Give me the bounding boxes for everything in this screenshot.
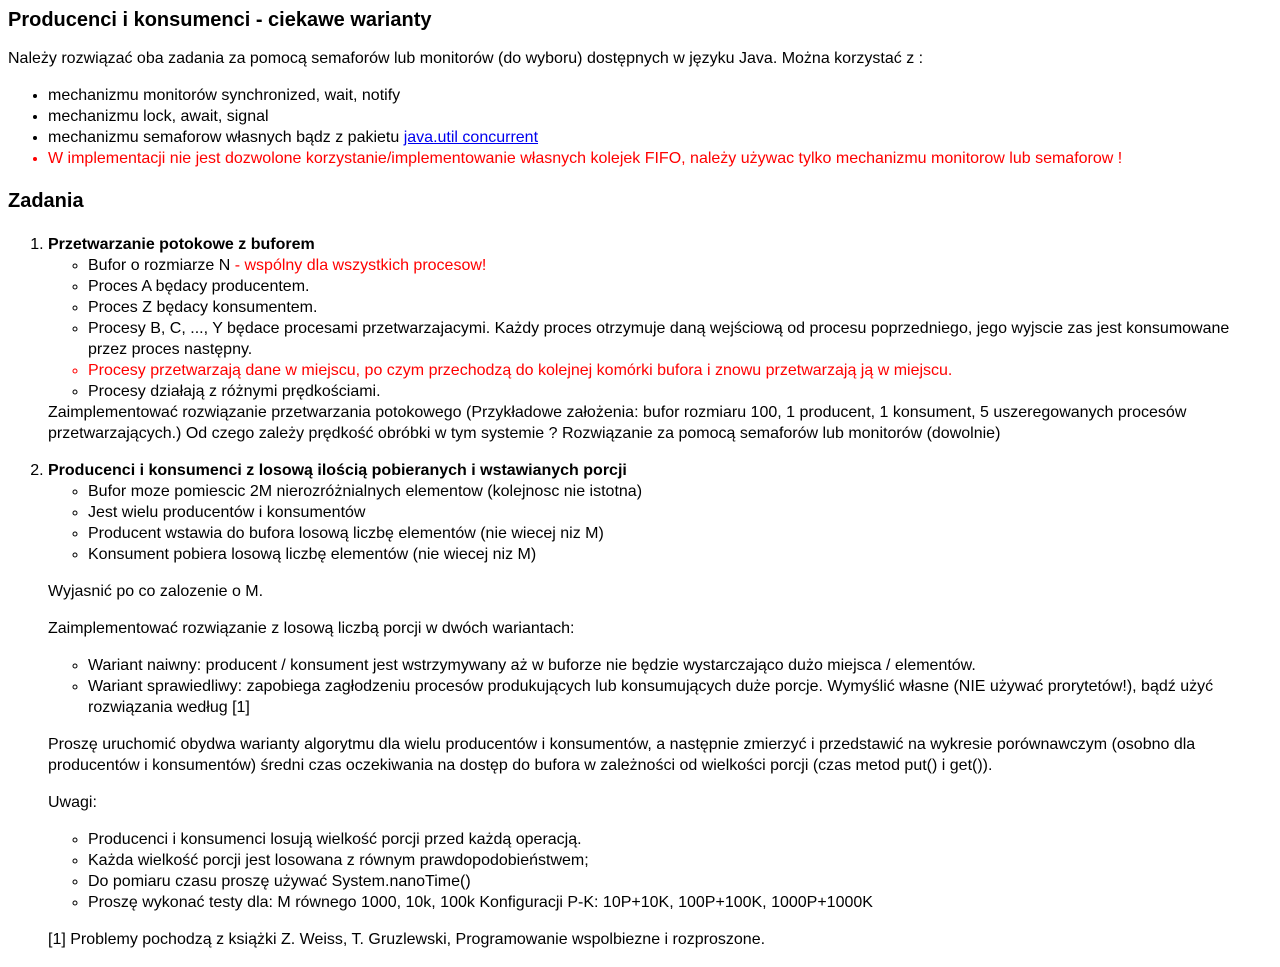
list-item: ◦ Wariant sprawiedliwy: zapobiega zagłodzeniu procesów produkujących lub konsumujących duże porcje. Wymyślić własne (NIE używać prorytetów!), bądź użyć rozwiązania według [1] bbox=[88, 676, 1272, 718]
list-item: ◦ Producenci i konsumenci losują wielkość porcji przed każdą operacją. bbox=[88, 829, 1272, 850]
list-item: ◦ Proces A będacy producentem. bbox=[88, 276, 1272, 297]
notes-label: Uwagi: bbox=[48, 794, 97, 811]
task-2 bbox=[48, 460, 1272, 950]
task-1-title: Przetwarzanie potokowe z buforem bbox=[48, 236, 315, 253]
list-item: ◦ Do pomiaru czasu proszę używać System.nanoTime() bbox=[88, 871, 1272, 892]
list-item: ◦ Procesy B, C, ..., Y będace procesami przetwarzajacymi. Każdy proces otrzymuje daną wejściową od procesu poprzedniego, jego wyjscie zas jest konsumowane przez proces następny. bbox=[88, 318, 1272, 360]
intro-list bbox=[8, 85, 1272, 169]
list-item: • mechanizmu monitorów synchronized, wait, notify bbox=[48, 85, 1272, 106]
task-2-paragraph: Zaimplementować rozwiązanie z losową liczbą porcji w dwóch wariantach: bbox=[48, 620, 575, 637]
list-item-warning: • W implementacji nie jest dozwolone korzystanie/implementowanie własnych kolejek FIFO, należy używac tylko mechanizmu monitorow lub semaforow ! bbox=[48, 148, 1272, 169]
task-2-paragraph: Wyjasnić po co zalozenie o M. bbox=[48, 583, 264, 600]
tasks-heading: Zadania bbox=[8, 190, 84, 212]
page-title: Producenci i konsumenci - ciekawe warianty bbox=[8, 9, 432, 31]
notes-list bbox=[48, 829, 1272, 913]
list-item: ◦ Konsument pobiera losową liczbę elementów (nie wiecej niz M) bbox=[88, 544, 1272, 565]
task-1-summary: Zaimplementować rozwiązanie przetwarzania potokowego (Przykładowe założenia: bufor rozmiaru 100, 1 producent, 1 konsument, 5 uszeregowanych procesów przetwarzających.) Od czego zależy prędkość obróbki w tym systemie ? Rozwiązanie za pomocą semaforów lub monitorów (dowolnie) bbox=[48, 404, 1187, 442]
list-item: • mechanizmu lock, await, signal bbox=[48, 106, 1272, 127]
list-item: ◦ Każda wielkość porcji jest losowana z równym prawdopodobieństwem; bbox=[88, 850, 1272, 871]
list-item bbox=[48, 127, 1272, 148]
list-item: ◦ Proces Z będacy konsumentem. bbox=[88, 297, 1272, 318]
list-item: ◦ Wariant naiwny: producent / konsument jest wstrzymywany aż w buforze nie będzie wystarczająco dużo miejsca / elementów. bbox=[88, 655, 1272, 676]
list-item bbox=[88, 255, 1272, 276]
task-2-paragraph: Proszę uruchomić obydwa warianty algorytmu dla wielu producentów i konsumentów, a następnie zmierzyć i przedstawić na wykresie porównawczym (osobno dla producentów i konsumentów) średni czas oczekiwania na dostęp do bufora w zależności od wielkości porcji (czas metod put() i get()). bbox=[48, 736, 1196, 774]
tasks-list bbox=[8, 234, 1272, 950]
list-item-emphasis: - wspólny dla wszystkich procesow! bbox=[230, 257, 487, 274]
list-item: ◦ Procesy działają z różnymi prędkościami. bbox=[88, 381, 1272, 402]
list-item: ◦ Producent wstawia do bufora losową liczbę elementów (nie wiecej niz M) bbox=[88, 523, 1272, 544]
list-item-text: mechanizmu semaforow własnych bądz z pakietu bbox=[48, 129, 404, 146]
task-1-bullets bbox=[48, 255, 1272, 402]
task-1 bbox=[48, 234, 1272, 444]
java-util-concurrent-link[interactable]: java.util concurrent bbox=[403, 129, 539, 146]
variants-list bbox=[48, 655, 1272, 718]
list-item: ◦ Jest wielu producentów i konsumentów bbox=[88, 502, 1272, 523]
intro-text: Należy rozwiązać oba zadania za pomocą semaforów lub monitorów (do wyboru) dostępnych w języku Java. Można korzystać z : bbox=[8, 50, 924, 67]
task-2-title: Producenci i konsumenci z losową ilością pobieranych i wstawianych porcji bbox=[48, 462, 627, 479]
list-item: ◦ Proszę wykonać testy dla: M równego 1000, 10k, 100k Konfiguracji P-K: 10P+10K, 100P+100K, 1000P+1000K bbox=[88, 892, 1272, 913]
reference-text: [1] Problemy pochodzą z książki Z. Weiss, T. Gruzlewski, Programowanie wspolbiezne i rozproszone. bbox=[48, 931, 766, 948]
list-item: ◦ Bufor moze pomiescic 2M nierozróżnialnych elementow (kolejnosc nie istotna) bbox=[88, 481, 1272, 502]
list-item: ◦ Procesy przetwarzają dane w miejscu, po czym przechodzą do kolejnej komórki bufora i znowu przetwarzają ją w miejscu. bbox=[88, 360, 1272, 381]
list-item-text: Bufor o rozmiarze N bbox=[88, 257, 231, 274]
task-2-bullets bbox=[48, 481, 1272, 565]
